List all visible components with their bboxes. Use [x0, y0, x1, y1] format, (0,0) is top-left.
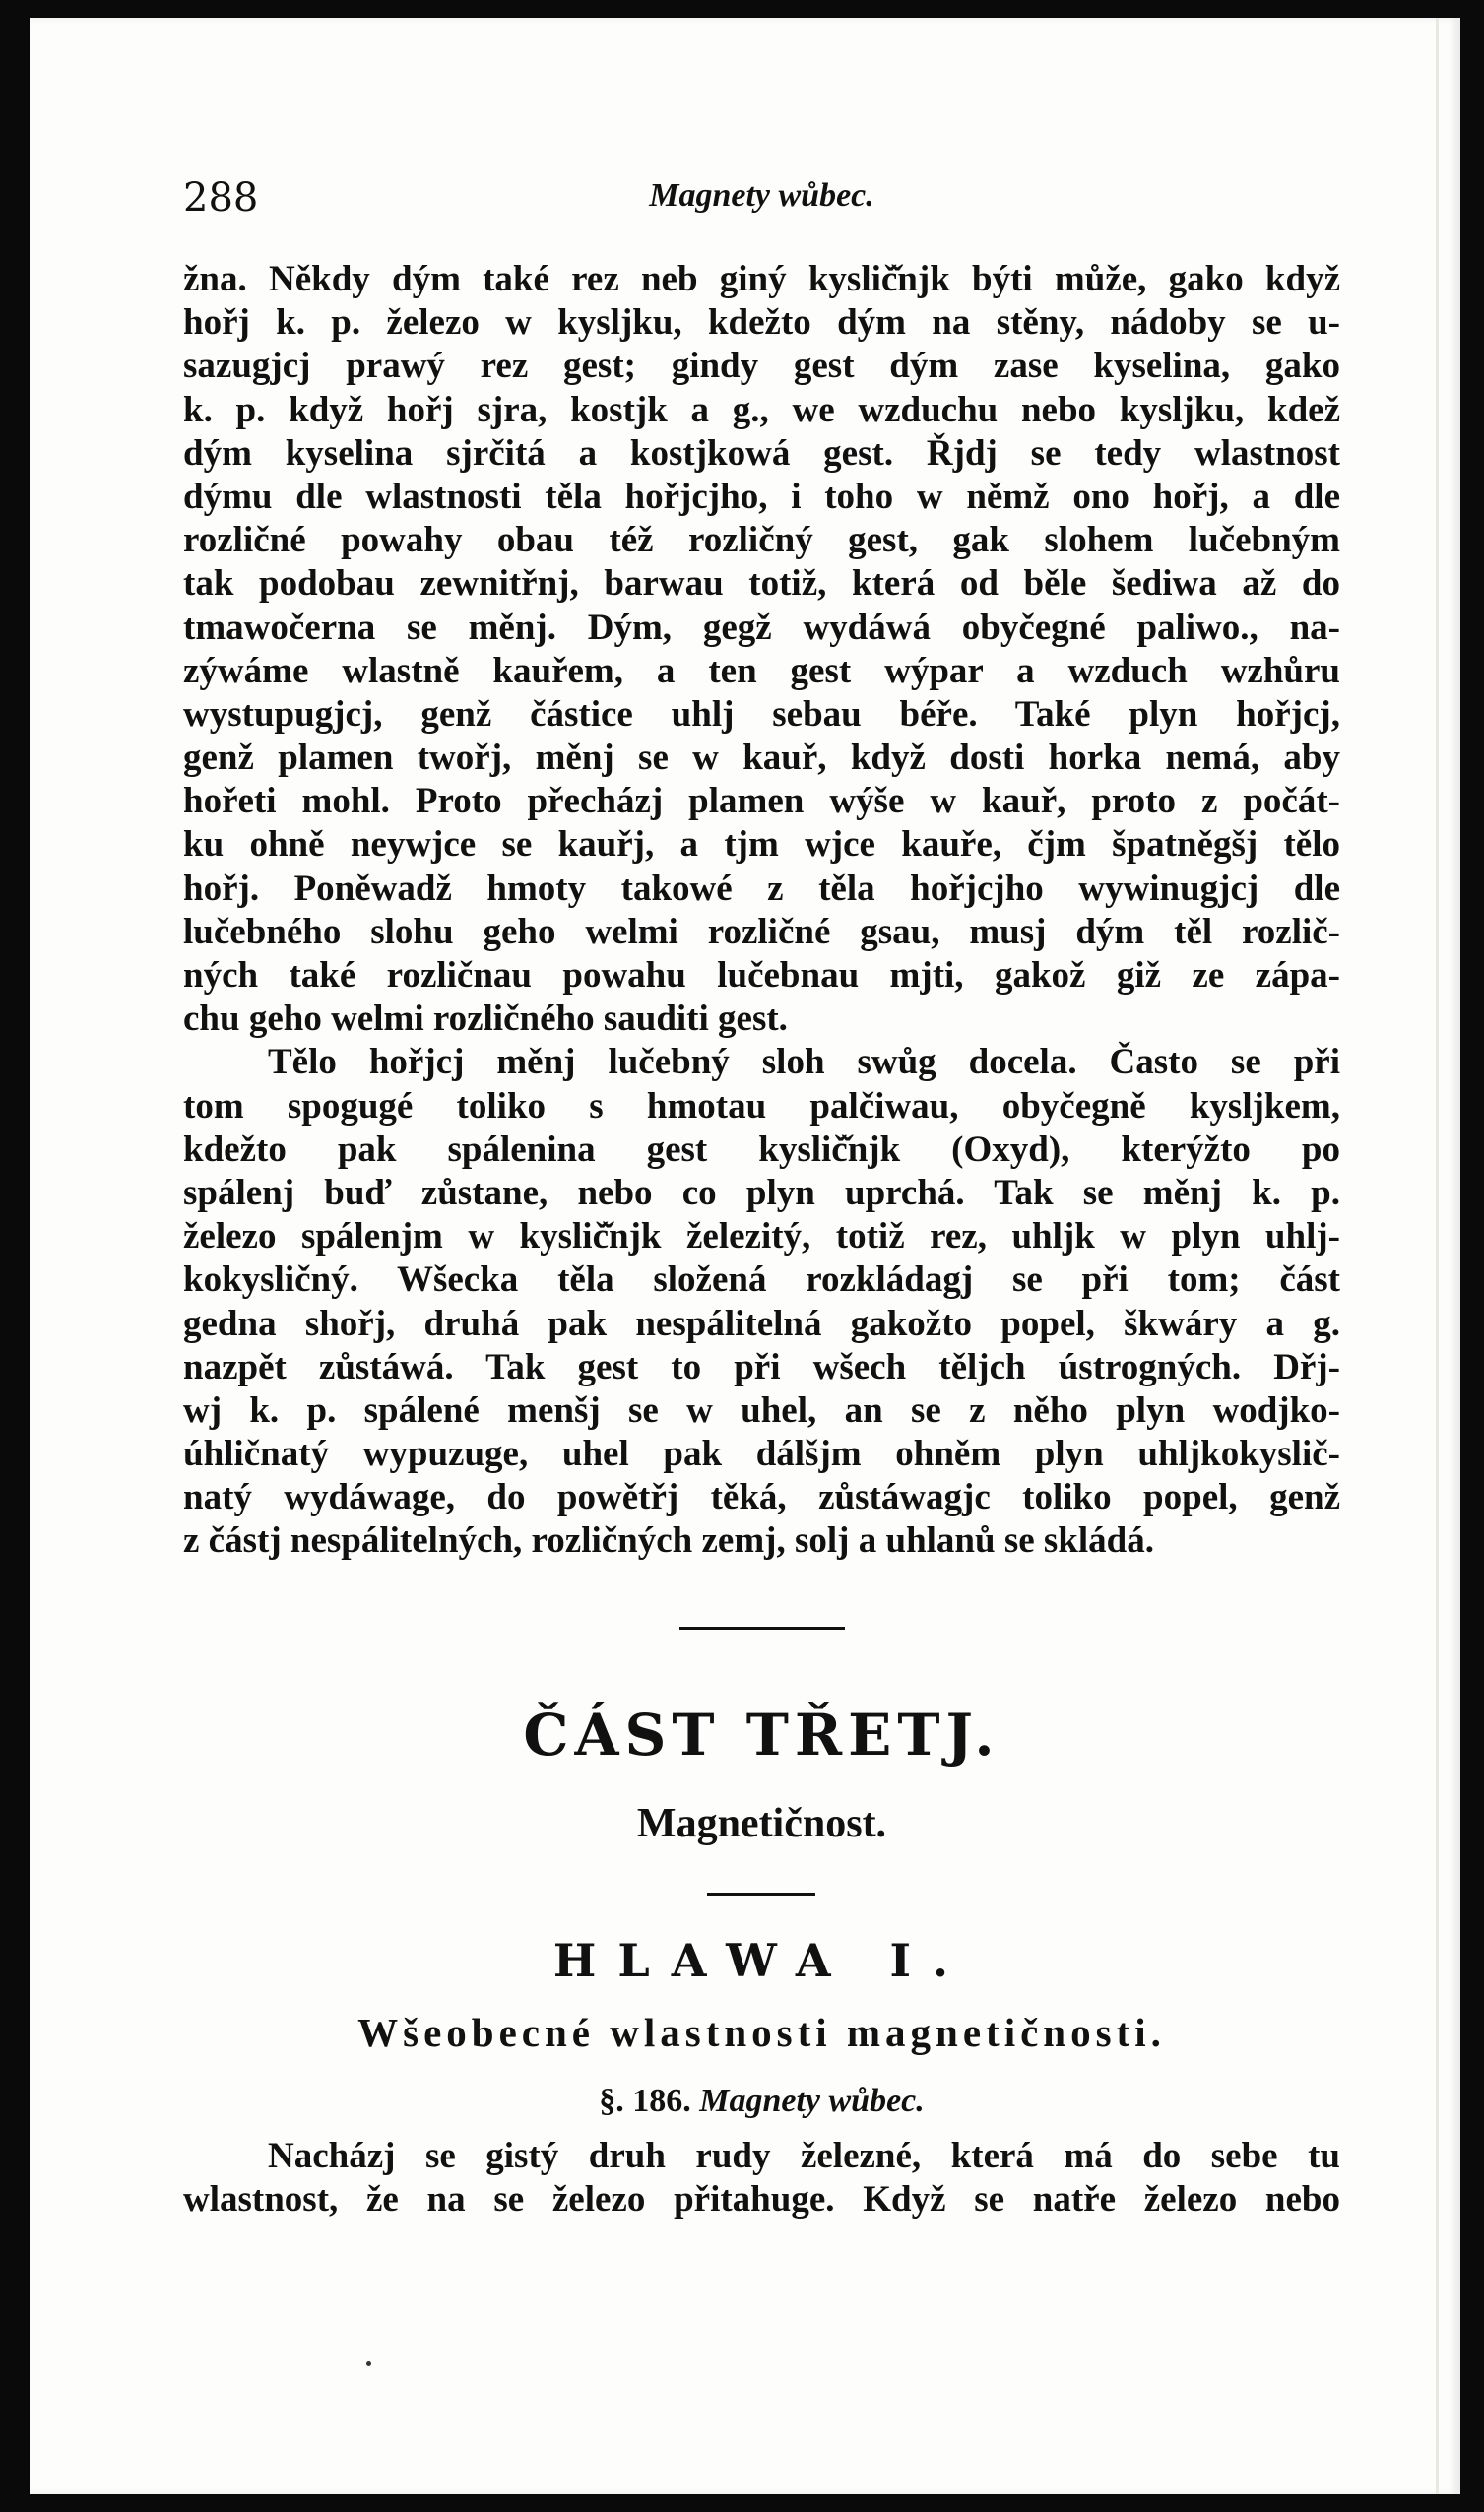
- section-heading: [183, 2083, 1340, 2120]
- print-speck: [366, 2361, 371, 2366]
- text-line: zýwáme wlastně kauřem, a ten gest wýpar a wzduch wzhůru: [183, 650, 1340, 691]
- text-line: hořeti mohl. Proto přecházj plamen wýše w kauř, proto z počát-: [183, 781, 1340, 822]
- part-title: ČÁST TŘETJ.: [523, 1702, 1000, 1769]
- text-line: Nacházj se gistý druh rudy železné, která má do sebe tu: [268, 2136, 1340, 2176]
- text-line: kokysličný. Wšecka těla složená rozkládagj se při tom; část: [183, 1259, 1340, 1301]
- text-line: spálenj buď zůstane, nebo co plyn uprchá. Tak se měnj k. p.: [183, 1172, 1340, 1213]
- section-number: §. 186.: [599, 2083, 691, 2119]
- divider-rule-middle: [707, 1893, 815, 1896]
- page-edge-shadow: [1436, 18, 1439, 2494]
- text-line: rozličné powahy obau též rozličný gest, gak slohem lučebným: [183, 520, 1340, 561]
- text-line: natý wydáwage, do powětřj těká, zůstáwagjc toliko popel, genž: [183, 1477, 1340, 1518]
- paragraph-magnets: [183, 2135, 1340, 2222]
- body-text-top: [183, 258, 1340, 1564]
- text-line: genž plamen twořj, měnj se w kauř, když dosti horka nemá, aby: [183, 738, 1340, 779]
- text-line: wlastnost, že na se železo přitahuge. Když se natře železo nebo: [183, 2179, 1340, 2221]
- text-line: tak podobau zewnitřnj, barwau totiž, která od běle šediwa až do: [183, 563, 1340, 605]
- paragraph-continued: [183, 258, 1340, 1041]
- text-line: sazugjcj prawý rez gest; gindy gest dým zase kyselina, gako: [183, 346, 1340, 387]
- text-line: tom spogugé toliko s hmotau palčiwau, obyčegně kysljkem,: [183, 1085, 1340, 1127]
- text-line: wj k. p. spálené menšj se w uhel, an se z něho plyn wodjko-: [183, 1389, 1340, 1431]
- text-line: ku ohně neywjce se kauřj, a tjm wjce kauře, čjm špatněgšj tělo: [183, 824, 1340, 866]
- text-line: chu geho welmi rozličného sauditi gest.: [183, 998, 788, 1040]
- text-line: úhličnatý wypuzuge, uhel pak dálšjm ohněm plyn uhljkokyslič-: [183, 1434, 1340, 1475]
- running-title: Magnety wůbec.: [649, 177, 874, 214]
- chapter-subtitle: Wšeobecné wlastnosti magnetičnosti.: [357, 2010, 1166, 2055]
- body-text-bottom: [183, 2135, 1340, 2222]
- text-line: gedna shořj, druhá pak nespálitelná gakožto popel, škwáry a g.: [183, 1303, 1340, 1344]
- chapter-title: HLAWA I.: [552, 1934, 971, 1987]
- text-line: nazpět zůstáwá. Tak gest to při wšech těljch ústrogných. Dřj-: [183, 1346, 1340, 1387]
- text-line: tmawočerna se měnj. Dým, gegž wydáwá obyčegné paliwo., na-: [183, 607, 1340, 648]
- text-line: ných také rozličnau powahu lučebnau mjti, gakož giž ze zápa-: [183, 955, 1340, 996]
- text-line: železo spálenjm w kyslič̌njk železitý, totiž rez, uhljk w plyn uhlj-: [183, 1216, 1340, 1257]
- paragraph-combustion: [183, 1041, 1340, 1563]
- text-line: k. p. když hořj sjra, kostjk a g., we wzduchu nebo kysljku, kdež: [183, 389, 1340, 430]
- section-title: Magnety wůbec.: [699, 2083, 925, 2119]
- text-line: Tělo hořjcj měnj lučebný sloh swůg docela. Často se při: [268, 1042, 1340, 1083]
- text-line: wystupugjcj, genž částice uhlj sebau béře. Také plyn hořjcj,: [183, 693, 1340, 735]
- text-line: z částj nespálitelných, rozličných zemj, solj a uhlanů se skládá.: [183, 1520, 1154, 1562]
- page-number: 288: [183, 175, 259, 221]
- text-line: dým kyselina sjrčitá a kostjkowá gest. Řjdj se tedy wlastnost: [183, 432, 1340, 474]
- text-line: žna. Někdy dým také rez neb giný kyslič̌njk býti může, gako když: [183, 259, 1340, 299]
- divider-rule-top: [679, 1627, 845, 1630]
- part-subtitle: Magnetičnost.: [636, 1801, 887, 1846]
- text-line: kdežto pak spálenina gest kyslič̌njk (Oxyd), kterýžto po: [183, 1128, 1340, 1170]
- text-line: hořj k. p. železo w kysljku, kdežto dým na stěny, nádoby se u-: [183, 302, 1340, 344]
- text-line: dýmu dle wlastnosti těla hořjcjho, i toho w němž ono hořj, a dle: [183, 476, 1340, 517]
- text-line: hořj. Poněwadž hmoty takowé z těla hořjcjho wywinugjcj dle: [183, 868, 1340, 909]
- page-header: [183, 175, 1340, 225]
- text-line: lučebného slohu geho welmi rozličné gsau, musj dým těl rozlič-: [183, 911, 1340, 952]
